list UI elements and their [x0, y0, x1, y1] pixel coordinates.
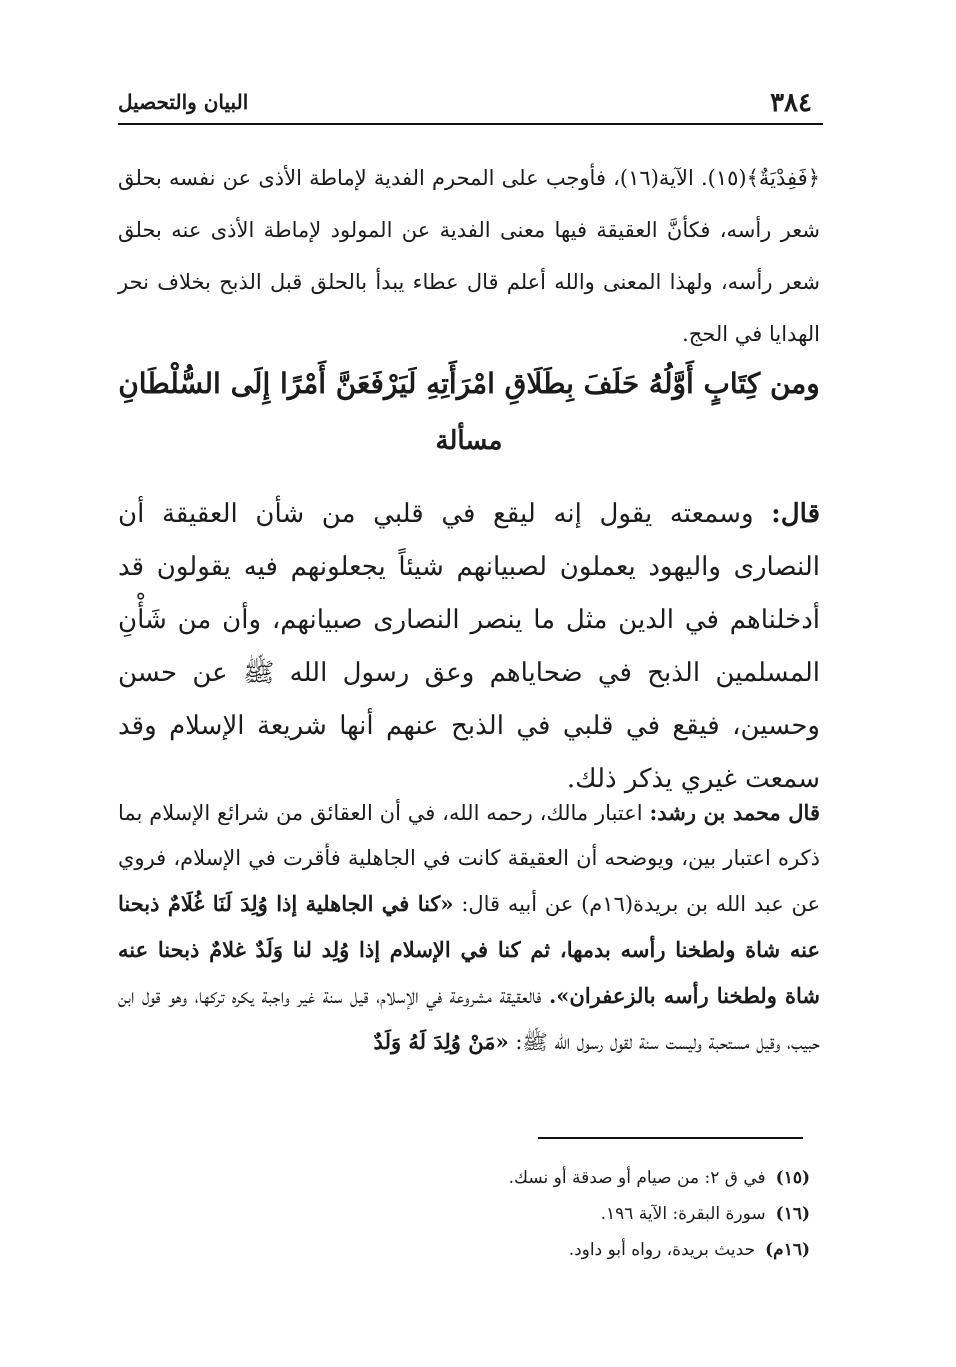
issue-paragraph	[118, 488, 820, 806]
paragraph-text: فالعقيقة مشروعة في الإسلام، قيل سنة غير واجبة يكره تركها، وهو قول ابن حبيب، وقيل مستحبة وليست سنة لقول رسول الله ﷺ:	[118, 984, 820, 1054]
footnote-rule	[538, 1137, 803, 1139]
chapter-heading	[118, 356, 820, 470]
footnote-number: (١٦م)	[765, 1240, 810, 1260]
paragraph-text: وسمعته يقول إنه ليقع في قلبي من شأن العقيقة أن النصارى واليهود يعملون لصبيانهم شيئاً يجعلونهم فيه يقولون قد أدخلناهم في الدين مثل ما ينصر النصارى صبيانهم، وأن من شَأْنِ المسلمين الذبح في ضحاياهم وعق رسول الله ﷺ عن حسن وحسين، فيقع في قلبي في الذبح عنهم أنها شريعة الإسلام وقد سمعت غيري يذكر ذلك.	[118, 499, 820, 794]
hadith-quote: «مَنْ وُلِدَ لَهُ وَلَدٌ	[373, 1029, 509, 1054]
paragraph-text: ﴿فَفِدْيَةٌ﴾(١٥). الآية(١٦)، فأوجب على المحرم الفدية لإماطة الأذى عن نفسه بحلق شعر رأسه، فكأنَّ العقيقة فيها معنى الفدية عن المولود لإماطة الأذى عنه بحلق شعر رأسه، ولهذا المعنى والله أعلم قال عطاء يبدأ بالحلق قبل الذبح بخلاف نحر الهدايا في الحج.	[118, 166, 820, 346]
page-header	[118, 84, 820, 124]
paragraph-lead: قال:	[771, 499, 821, 529]
header-rule	[118, 123, 823, 125]
chapter-title: ومن كِتَابٍ أَوَّلُهُ حَلَفَ بِطَلَاقِ امْرَأَتِهِ لَيَرْفَعَنَّ أَمْرًا إِلَى السُّلْطَانِ	[118, 367, 820, 400]
section-title: مسألة	[435, 426, 503, 456]
footnote	[300, 1196, 810, 1232]
paragraph-continuation	[118, 152, 820, 360]
footnote-text: في ق ٢: من صيام أو صدقة أو نسك.	[508, 1168, 766, 1188]
commentary-paragraph	[118, 790, 820, 1065]
paragraph-lead: قال محمد بن رشد:	[649, 800, 820, 825]
footnotes	[300, 1160, 810, 1268]
hadith-quote: «كنا في الجاهلية إذا وُلِدَ لَنَا غُلَامٌ ذبحنا عنه شاة ولطخنا رأسه بدمها، ثم كنا في الإسلام إذا وُلِد لنا وَلَدٌ غلامٌ ذبحنا عنه شاة ولطخنا رأسه بالزعفران».	[118, 891, 820, 1008]
paragraph-text: اعتبار مالك، رحمه الله، في أن العقائق من شرائع الإسلام بما ذكره اعتبار بين، ويوضحه أن العقيقة كانت في الجاهلية فأقرت في الإسلام، فروي عن عبد الله بن بريدة(١٦م) عن أبيه قال:	[118, 801, 820, 916]
footnote-number: (١٥)	[775, 1168, 810, 1188]
running-title: البيان والتحصيل	[118, 90, 249, 114]
page-number: ٣٨٤	[770, 88, 812, 118]
footnote	[300, 1160, 810, 1196]
footnote	[300, 1232, 810, 1268]
footnote-text: سورة البقرة: الآية ١٩٦.	[600, 1204, 766, 1224]
footnote-number: (١٦)	[775, 1204, 810, 1224]
footnote-text: حديث بريدة، رواه أبو داود.	[568, 1240, 756, 1260]
